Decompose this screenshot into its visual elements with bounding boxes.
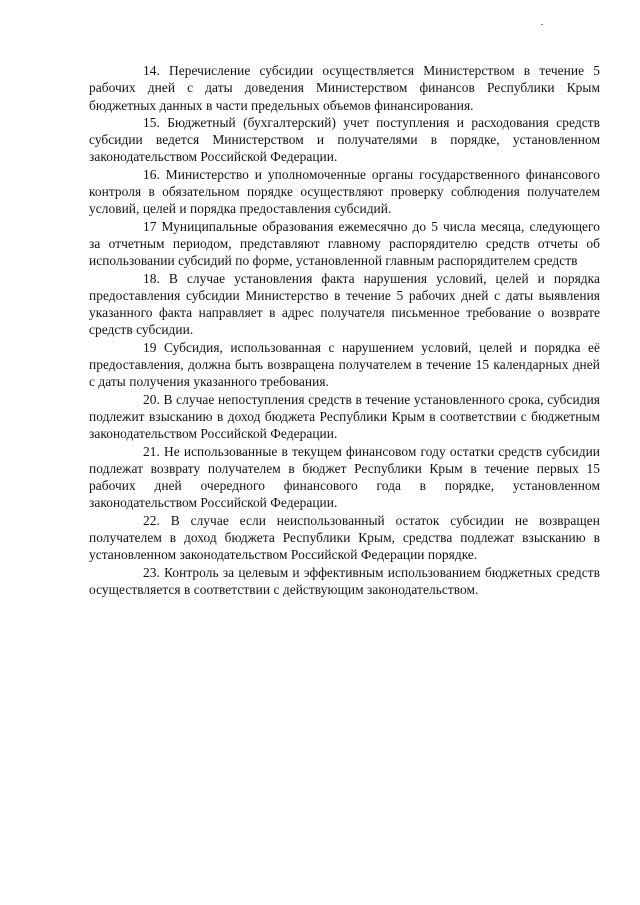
paragraph-23: 23. Контроль за целевым и эффективным использованием бюджетных средств осуществляется в соответствии с действующим законодательством. — [89, 564, 600, 597]
paragraph-22: 22. В случае если неиспользованный остаток субсидии не возвращен получателем в доход бюджета Республики Крым, средства подлежат взысканию в установленном законодательством Российской Федерации порядке. — [89, 512, 600, 563]
paragraph-17: 17 Муниципальные образования ежемесячно до 5 числа месяца, следующего за отчетным периодом, представляют главному распорядителю средств отчеты об использовании субсидий по форме, установленной главным распорядителем средств — [89, 218, 600, 269]
paragraph-21: 21. Не использованные в текущем финансовом году остатки средств субсидии подлежат возврату получателем в бюджет Республики Крым в течение первых 15 рабочих дней очередного финансового года в порядке, установленном законодательством Российской Федерации. — [89, 443, 600, 511]
paragraph-18: 18. В случае установления факта нарушения условий, целей и порядка предоставления субсидии Министерство в течение 5 рабочих дней с даты выявления указанного факта направляет в адрес получателя письменное требование о возврате средств субсидии. — [89, 270, 600, 338]
paragraph-14: 14. Перечисление субсидии осуществляется Министерством в течение 5 рабочих дней с даты доведения Министерством финансов Республики Крым бюджетных данных в части предельных объемов финансирования. — [89, 63, 600, 113]
paragraph-20: 20. В случае непоступления средств в течение установленного срока, субсидия подлежит взысканию в доход бюджета Республики Крым в соответствии с бюджетным законодательством Российской Федерации. — [89, 391, 600, 442]
scan-speck — [541, 24, 543, 25]
paragraph-19: 19 Субсидия, использованная с нарушением условий, целей и порядка её предоставления, должна быть возвращена получателем в течение 15 календарных дней с даты получения указанного требования. — [89, 339, 600, 390]
paragraph-15: 15. Бюджетный (бухгалтерский) учет поступления и расходования средств субсидии ведется Министерством и получателями в порядке, установленном законодательством Российской Федерации. — [89, 114, 600, 165]
paragraph-16: 16. Министерство и уполномоченные органы государственного финансового контроля в обязательном порядке осуществляют проверку соблюдения получателем условий, целей и порядка предоставления субсидий. — [89, 166, 600, 217]
